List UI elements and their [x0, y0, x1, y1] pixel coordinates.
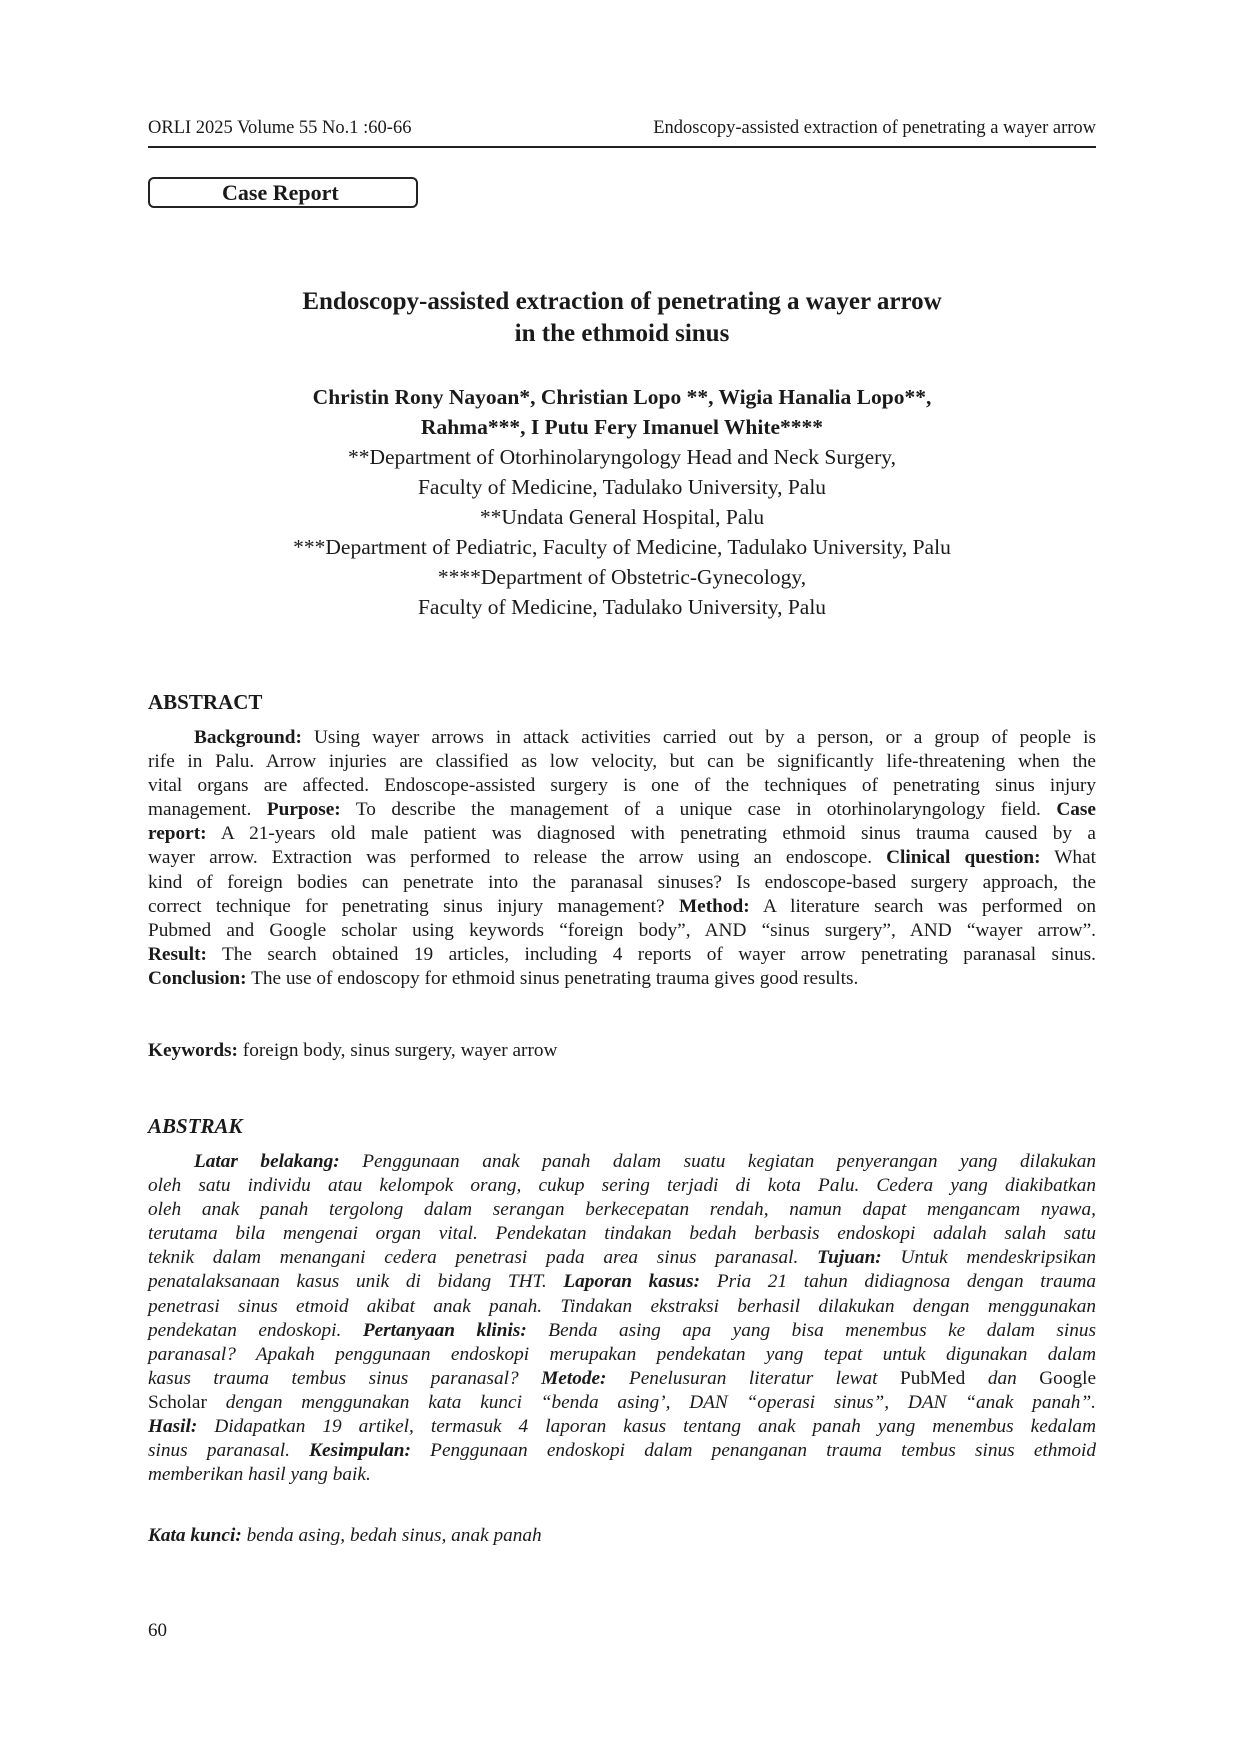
abstract-line: Conclusion: The use of endoscopy for ethmoid sinus penetrating trauma gives good results.: [148, 967, 859, 989]
hasil-label: Hasil:: [148, 1416, 198, 1438]
page-number: 60: [148, 1620, 167, 1641]
author-list: [148, 382, 1096, 442]
title-line-1: Endoscopy-assisted extraction of penetrating a wayer arrow: [302, 288, 942, 315]
abstract-line: management. Purpose: To describe the management of a unique case in otorhinolaryngology field. Case: [148, 799, 1096, 821]
abstrak-line: teknik dalam menangani cedera penetrasi pada area sinus paranasal. Tujuan: Untuk mendeskripsikan: [148, 1247, 1097, 1269]
clinical-question-label: Clinical question:: [886, 847, 1041, 869]
result-label: Result:: [148, 943, 207, 965]
affiliation-list: [148, 442, 1096, 622]
abstrak-line: Latar belakang: Penggunaan anak panah dalam suatu kegiatan penyerangan yang dilakukan: [194, 1151, 1096, 1172]
abstrak-line: penetrasi sinus etmoid akibat anak panah. Tindakan ekstraksi berhasil dilakukan dengan menggunakan: [148, 1295, 1096, 1317]
paper-title: [148, 286, 1096, 350]
abstrak-line: Scholar dengan menggunakan kata kunci “benda asing’, DAN “operasi sinus”, DAN “anak panah”.: [148, 1391, 1096, 1413]
affiliation-line: Faculty of Medicine, Tadulako University, Palu: [417, 595, 827, 619]
affiliation-line: Faculty of Medicine, Tadulako University, Palu: [417, 475, 827, 499]
case-label: report:: [148, 823, 207, 845]
abstrak-line: paranasal? Apakah penggunaan endoskopi merupakan pendekatan yang tepat untuk digunakan dalam: [148, 1343, 1096, 1365]
abstrak-line: oleh satu individu atau kelompok orang, cukup sering terjadi di kota Palu. Cedera yang diakibatkan: [148, 1175, 1096, 1197]
conclusion-label: Conclusion:: [148, 967, 247, 989]
abstract-line: kind of foreign bodies can penetrate into the paranasal sinuses? Is endoscope-based surgery approach, the: [148, 871, 1096, 893]
abstract-body: [148, 726, 1096, 991]
background-label: Background:: [194, 727, 302, 748]
authors-line-2: Rahma***, I Putu Fery Imanuel White****: [420, 415, 824, 439]
abstrak-line: sinus paranasal. Kesimpulan: Penggunaan endoskopi dalam penanganan trauma tembus sinus ethmoid: [148, 1440, 1096, 1462]
metode-label: Metode:: [541, 1367, 607, 1389]
affiliation-line: ****Department of Obstetric-Gynecology,: [437, 565, 807, 589]
abstrak-line: oleh anak panah tergolong dalam serangan berkecepatan rendah, namun dapat mengancam nyawa,: [148, 1199, 1096, 1221]
abstract-line: vital organs are affected. Endoscope-assisted surgery is one of the techniques of penetrating sinus injury: [148, 775, 1096, 797]
journal-citation: ORLI 2025 Volume 55 No.1 :60-66: [148, 118, 412, 138]
pertanyaan-klinis-label: Pertanyaan klinis:: [362, 1319, 527, 1341]
laporan-kasus-label: Laporan kasus:: [563, 1271, 701, 1293]
running-title: Endoscopy-assisted extraction of penetrating a wayer arrow: [653, 118, 1096, 138]
latar-belakang-label: Latar belakang:: [194, 1151, 340, 1172]
running-header: [148, 116, 1096, 148]
method-label: Method:: [678, 895, 750, 917]
abstract-line: correct technique for penetrating sinus injury management? Method: A literature search was performed on: [148, 895, 1096, 917]
kesimpulan-label: Kesimpulan:: [309, 1440, 411, 1462]
title-line-2: in the ethmoid sinus: [514, 320, 730, 347]
keywords-label: Keywords:: [148, 1040, 238, 1061]
abstrak-line: Hasil: Didapatkan 19 artikel, termasuk 4 laporan kasus tentang anak panah yang menembus kedalam: [148, 1416, 1096, 1438]
article-type-box: [148, 177, 418, 208]
keywords: [148, 1040, 557, 1062]
abstrak-line: memberikan hasil yang baik.: [148, 1464, 371, 1486]
authors-line-1: Christin Rony Nayoan*, Christian Lopo **, Wigia Hanalia Lopo**,: [312, 385, 932, 409]
abstrak-line: penatalaksanaan kasus unik di bidang THT. Laporan kasus: Pria 21 tahun didiagnosa dengan trauma: [148, 1271, 1097, 1293]
affiliation-line: ***Department of Pediatric, Faculty of Medicine, Tadulako University, Palu: [293, 535, 951, 559]
abstrak-body: [148, 1150, 1096, 1487]
abstract-line: Background: Using wayer arrows in attack activities carried out by a person, or a group of people is: [194, 727, 1096, 748]
abstract-heading: ABSTRACT: [148, 690, 263, 714]
abstrak-heading: ABSTRAK: [148, 1114, 243, 1138]
affiliation-line: **Undata General Hospital, Palu: [479, 505, 765, 529]
affiliation-line: **Department of Otorhinolaryngology Head and Neck Surgery,: [347, 445, 897, 469]
abstract-line: Pubmed and Google scholar using keywords “foreign body”, AND “sinus surgery”, AND “wayer arrow”.: [148, 919, 1096, 941]
kata-kunci-text: benda asing, bedah sinus, anak panah: [246, 1525, 542, 1546]
abstrak-line: terutama bila mengenai organ vital. Pendekatan tindakan bedah berbasis endoskopi adalah salah satu: [148, 1223, 1096, 1245]
case-label: Case: [1056, 799, 1096, 821]
tujuan-label: Tujuan:: [817, 1247, 882, 1269]
keywords-text: foreign body, sinus surgery, wayer arrow: [242, 1040, 558, 1061]
abstract-line: Result: The search obtained 19 articles, including 4 reports of wayer arrow penetrating paranasal sinus.: [148, 943, 1096, 965]
abstrak-line: kasus trauma tembus sinus paranasal? Metode: Penelusuran literatur lewat PubMed dan Google: [148, 1367, 1097, 1389]
abstract-line: report: A 21-years old male patient was diagnosed with penetrating ethmoid sinus trauma caused by a: [148, 823, 1096, 845]
kata-kunci-label: Kata kunci:: [148, 1525, 242, 1546]
purpose-label: Purpose:: [266, 799, 341, 821]
article-type-label: Case Report: [222, 180, 339, 205]
kata-kunci: [148, 1525, 542, 1547]
abstract-line: wayer arrow. Extraction was performed to release the arrow using an endoscope. Clinical question: What: [148, 847, 1096, 869]
abstrak-line: pendekatan endoskopi. Pertanyaan klinis: Benda asing apa yang bisa menembus ke dalam sinus: [148, 1319, 1097, 1341]
abstract-line: rife in Palu. Arrow injuries are classified as low velocity, but can be significantly life-threatening when the: [148, 751, 1096, 773]
